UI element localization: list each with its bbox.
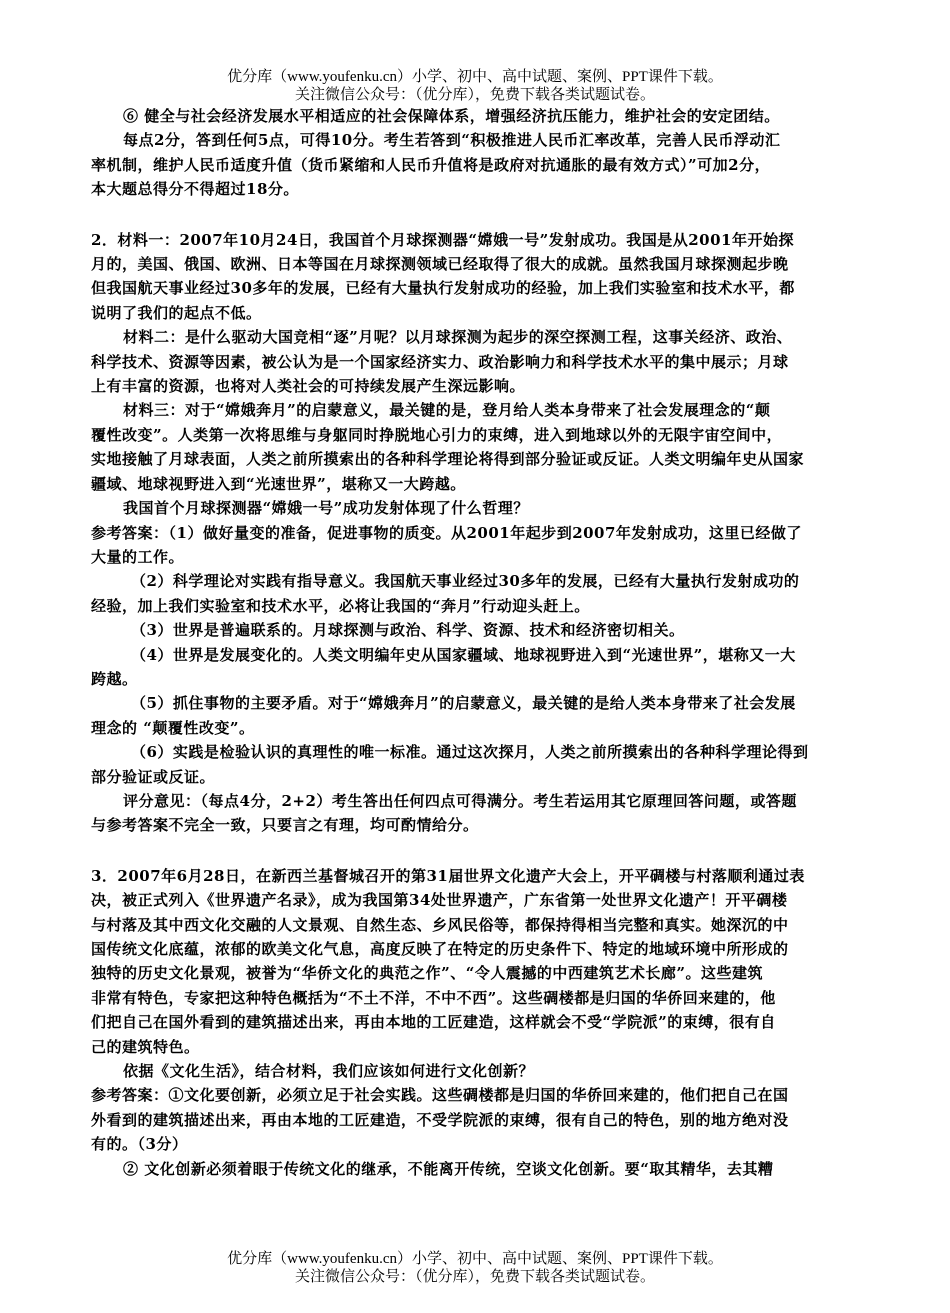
q2-point-2: （2）科学理论对实践有指导意义。我国航天事业经过30多年的发展，已经有大量执行发射成功的 xyxy=(131,572,800,591)
q3-material-line: 3．2007年6月28日，在新西兰基督城召开的第31届世界文化遗产大会上，开平碉楼与村落顺利通过表 xyxy=(91,866,805,885)
q1-scoring-line: 率机制，维护人民币适度升值（货币紧缩和人民币升值将是政府对抗通胀的最有效方式）”可加2分， xyxy=(91,155,771,174)
q2-material-3-line: 实地接触了月球表面，人类之前所摸索出的各种科学理论将得到部分验证或反证。人类文明编年史从国家 xyxy=(91,450,805,469)
header-line-1: 优分库（www.youfenku.cn）小学、初中、高中试题、案例、PPT课件下载。 xyxy=(227,69,723,85)
q3-question: 依据《文化生活》，结合材料，我们应该如何进行文化创新？ xyxy=(123,1062,535,1081)
q2-material-3-line: 材料三：对于“嫦娥奔月”的启蒙意义，最关键的是，登月给人类本身带来了社会发展理念的“颠 xyxy=(123,401,771,420)
q3-answer-line: 外看到的建筑描述出来，再由本地的工匠建造，不受学院派的束缚，很有自己的特色，别的地方绝对没 xyxy=(91,1110,789,1129)
q3-material-line: 非常有特色，专家把这种特色概括为“不土不洋，不中不西”。这些碉楼都是归国的华侨回来建的，他 xyxy=(91,988,776,1007)
q3-material-line: 独特的历史文化景观，被誉为“华侨文化的典范之作”、“令人震撼的中西建筑艺术长廊”。这些建筑 xyxy=(91,964,764,983)
q2-answer-line: 参考答案：（1）做好量变的准备，促进事物的质变。从2001年起步到2007年发射成功，这里已经做了 xyxy=(91,523,802,542)
q1-tail xyxy=(91,104,861,202)
q2-answer-line: 大量的工作。 xyxy=(91,547,185,566)
q2-question: 我国首个月球探测器“嫦娥一号”成功发射体现了什么哲理？ xyxy=(123,499,529,518)
q2-point-2-cont: 经验，加上我们实验室和技术水平，必将让我国的“奔月”行动迎头赶上。 xyxy=(91,596,590,615)
q2-point-6-cont: 部分验证或反证。 xyxy=(91,767,216,786)
q1-point-6: ⑥ 健全与社会经济发展水平相适应的社会保障体系，增强经济抗压能力，维护社会的安定团结。 xyxy=(123,107,780,125)
header-line-2: 关注微信公众号：（优分库），免费下载各类试题试卷。 xyxy=(294,87,655,103)
footer-line-2: 关注微信公众号：（优分库），免费下载各类试题试卷。 xyxy=(294,1269,655,1285)
q1-scoring-line: 每点2分，答到任何5点，可得10分。考生若答到“积极推进人民币汇率改革，完善人民币浮动汇 xyxy=(123,131,781,150)
q2-material-2-line: 上有丰富的资源，也将对人类社会的可持续发展产生深远影响。 xyxy=(91,377,526,396)
q2-material-2-line: 材料二：是什么驱动大国竞相“逐”月呢？以月球探测为起步的深空探测工程，这事关经济、政治、 xyxy=(123,328,793,347)
q3-answer-line: 参考答案：①文化要创新，必须立足于社会实践。这些碉楼都是归国的华侨回来建的，他们把自己在国 xyxy=(91,1086,789,1105)
q3-material-line: 己的建筑特色。 xyxy=(91,1037,200,1056)
q2-point-6: （6）实践是检验认识的真理性的唯一标准。通过这次探月，人类之前所摸索出的各种科学理论得到 xyxy=(131,743,809,762)
question-2 xyxy=(91,228,861,838)
q2-point-3: （3）世界是普遍联系的。月球探测与政治、科学、资源、技术和经济密切相关。 xyxy=(131,621,685,640)
document-body xyxy=(91,104,861,1181)
q3-material-line: 们把自己在国外看到的建筑描述出来，再由本地的工匠建造，这样就会不受“学院派”的束缚，很有自 xyxy=(91,1013,776,1032)
q2-point-5: （5）抓住事物的主要矛盾。对于“嫦娥奔月”的启蒙意义，最关键的是给人类本身带来了社会发展 xyxy=(131,694,796,713)
q3-answer-line: 有的。（3分） xyxy=(91,1135,188,1154)
q2-material-3-line: 覆性改变”。人类第一次将思维与身躯同时挣脱地心引力的束缚，进入到地球以外的无限宇宙空间中， xyxy=(91,425,783,444)
footer-line-1: 优分库（www.youfenku.cn）小学、初中、高中试题、案例、PPT课件下载。 xyxy=(227,1251,723,1267)
q3-material-line: 国传统文化底蕴，浓郁的欧美文化气息，高度反映了在特定的历史条件下、特定的地域环境中所形成的 xyxy=(91,940,789,958)
q2-material-1-line: 2．材料一：2007年10月24日，我国首个月球探测器“嫦娥一号”发射成功。我国是从2001年开始探 xyxy=(91,230,794,249)
page-footer xyxy=(0,1250,950,1286)
q2-point-4-cont: 跨越。 xyxy=(91,669,138,688)
q2-scoring-cont: 与参考答案不完全一致，只要言之有理，均可酌情给分。 xyxy=(91,816,479,835)
q3-point-2: ② 文化创新必须着眼于传统文化的继承，不能离开传统，空谈文化创新。要“取其精华，去其糟 xyxy=(123,1159,774,1178)
q3-material-line: 与村落及其中西文化交融的人文景观、自然生态、乡风民俗等，都保持得相当完整和真实。她深沉的中 xyxy=(91,915,789,934)
q1-scoring-line: 本大题总得分不得超过18分。 xyxy=(91,180,299,199)
q2-point-5-cont: 理念的 “颠覆性改变”。 xyxy=(91,718,255,737)
q2-material-1-line: 说明了我们的起点不低。 xyxy=(91,303,262,322)
question-3 xyxy=(91,864,861,1181)
page-header xyxy=(0,68,950,104)
q2-material-1-line: 月的，美国、俄国、欧洲、日本等国在月球探测领域已经取得了很大的成就。虽然我国月球探测起步晚 xyxy=(91,255,789,274)
q2-material-1-line: 但我国航天事业经过30多年的发展，已经有大量执行发射成功的经验，加上我们实验室和技术水平，都 xyxy=(91,279,795,298)
q2-scoring: 评分意见：（每点4分，2+2）考生答出任何四点可得满分。考生若运用其它原理回答问题，或答题 xyxy=(123,791,797,810)
q2-material-2-line: 科学技术、资源等因素，被公认为是一个国家经济实力、政治影响力和科学技术水平的集中展示；月球 xyxy=(91,352,789,371)
q2-point-4: （4）世界是发展变化的。人类文明编年史从国家疆域、地球视野进入到“光速世界”，堪称又一大 xyxy=(131,645,796,664)
q2-material-3-line: 疆域、地球视野进入到“光速世界”，堪称又一大跨越。 xyxy=(91,474,466,493)
q3-material-line: 决，被正式列入《世界遗产名录》，成为我国第34处世界遗产，广东省第一处世界文化遗产！开平碉楼 xyxy=(91,891,788,910)
